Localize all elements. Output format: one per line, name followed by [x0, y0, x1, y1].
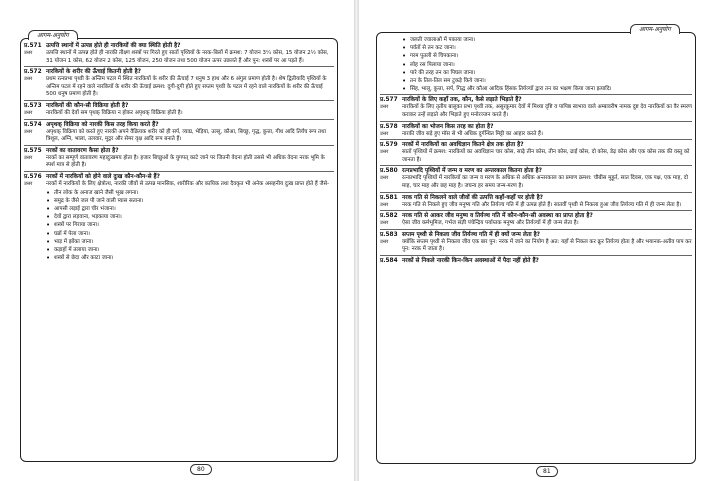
question-number: प्र.575 [24, 147, 42, 154]
suffering-list [24, 189, 334, 263]
question [380, 212, 692, 220]
answer [24, 50, 334, 65]
question-number: प्र.577 [380, 97, 398, 104]
divider [24, 145, 334, 146]
list-item: • तन के तिल-तिल सम टुकड़े किये जाना। [410, 77, 692, 85]
list-item: • शस्त्रों से छेदा और काटा जाना। [54, 254, 334, 262]
answer-label: उत्तर [380, 130, 389, 137]
question-text: नरकों में नारकियों का अवधिज्ञान कितने क्षेत्र तक होता है? [402, 142, 524, 149]
answer-label: उत्तर [380, 149, 389, 156]
question [380, 194, 692, 202]
answer-label: उत्तर [24, 109, 33, 116]
question [380, 257, 692, 265]
divider [24, 66, 334, 67]
question-text: नारकियों के लिए कहाँ तक, कौन, कैसे लड़ाते भिड़ाते हैं? [402, 97, 522, 104]
answer-text: सातों पृथ्वियों में क्रमश: नारकियों का अवधिज्ञान चार कोस, साढ़े तीन कोस, तीन कोस, ढाई कोस, दो कोस, डेढ़ कोस और एक कोस तक की वस्तु को जानता है। [402, 149, 690, 163]
answer [380, 149, 692, 164]
divider [380, 210, 692, 211]
list-item: • पर्वतों से तन कट जाना। [410, 44, 692, 52]
question [24, 147, 334, 155]
question [380, 123, 692, 131]
divider [380, 255, 692, 256]
answer [380, 220, 692, 228]
answer-text: नारकियों के लिए तृतीय बालुका प्रभा पृथ्वी तक, असुरकुमार देवों में मिथ्या दृष्टि व पापिष्ठ स्वभाव वाले अम्बावरीष नामक दुष्ट देव नारकियों का वैर स्मरण कराकर उन्हें लड़ाते और भिड़ाते हुए मनोरञ्जन करते हैं। [402, 104, 692, 119]
answer-text: नारकी जीव सड़े हुए मॉस से भी अधिक दुर्गन्धित मिट्टी का आहार करते हैं। [402, 130, 543, 137]
answer [380, 131, 692, 139]
answer-label: उत्तर [24, 50, 33, 56]
answer-text: नरकों का सम्पूर्ण वातावरण महादुःखमय होता है। हजार बिच्छुओं के युगपत् काटे जाने पर जितनी वेदना होती उससे भी अधिक वेदना नरक भूमि के स्पर्श मात्र से होती है। [46, 154, 325, 169]
list-item: • तीन लोक के अनाज खाने जैसी भूख लगना। [54, 189, 334, 197]
left-header-tab: आगम-अनुयोग [28, 30, 78, 40]
question-number: प्र.573 [24, 102, 42, 109]
question-text: नरकों का वातावरण कैसा होता है? [46, 147, 119, 154]
list-item: • समुद्र के जैसे जल पी जाने वाली प्यास सताना। [54, 197, 334, 205]
question-text: नारकियों का भोजन किस तरह का होता है? [402, 123, 494, 130]
question-number: प्र.584 [380, 257, 398, 264]
answer [380, 202, 692, 210]
question-text: अपृथक् विक्रिया को नारकी किस तरह किया करते हैं? [46, 121, 159, 128]
question [380, 231, 692, 239]
question-text: रत्नप्रभादि पृथ्वियों में जन्म व मरण का अन्तरकाल कितना होता है? [402, 168, 542, 175]
left-page [0, 0, 354, 481]
answer-label: उत्तर [24, 180, 33, 187]
answer-label: उत्तर [380, 220, 389, 227]
question-number: प्र.572 [24, 69, 42, 76]
question-number: प्र.581 [380, 194, 398, 201]
answer-text: उत्पत्ति स्थानों में उत्पन्न होते ही नारकी तीक्ष्ण शस्त्रों पर गिरते हुए सातों पृथ्वियों के नरक-बिलों में क्रमश: 7 योजन 3¼ कोस, 15 योजन 2½ कोस, 31 योजन 1 कोस, 62 योजन 2 कोस, 125 योजन, 250 योजन तथा 500 योजन ऊपर उछलते हैं और पुन: शस्त्रों पर आ पड़ते हैं। [46, 50, 329, 64]
page-number: 81 [536, 466, 558, 477]
answer-text: क्योंकि सप्तम पृथ्वी से निकला जीव एक बार पुन: नरक में जाने का नियोग है अत: यहाँ से निकल कर क्रूर तिर्यञ्च होता है और भयानक-अतीव पाप कर पुन: नरक में जाता है। [402, 238, 692, 253]
page-number: 80 [190, 464, 212, 475]
answer [24, 155, 334, 170]
divider [380, 229, 692, 230]
divider [24, 171, 334, 172]
divider [380, 121, 692, 122]
divider [380, 139, 692, 140]
answer [24, 110, 334, 118]
question-text: नरकों से निकले नारकी किन-किन अवस्थाओं में पैदा नहीं होते हैं? [402, 257, 539, 264]
question [24, 68, 334, 76]
list-item: • पारे की तरह तन का पिघल जाना। [410, 69, 692, 77]
question [24, 42, 334, 50]
answer-label: उत्तर [380, 238, 389, 245]
left-page-content [24, 42, 334, 262]
list-item: • गरम पुतली से चिपकाना। [410, 52, 692, 60]
answer-text: रत्नप्रभादि पृथ्वियों में नारकियों का जन्म व मरण के अधिक से अधिक अन्तरकाल का प्रमाण क्रमश: चौबीस मुहूर्त, सात दिवस, एक पक्ष, एक माह, दो माह, चार माह और छह माह है। जघन्य हर समय जन्म-मरण है। [402, 175, 689, 189]
divider [380, 192, 692, 193]
question-number: प्र.576 [24, 173, 42, 180]
answer-label: उत्तर [24, 76, 33, 83]
answer-text: नरकों में नारकियों के लिए क्षेत्रोत्थ, नारकी जीवों से उत्पन्न मानसिक, शारीरिक और कायिक तथा दैवकृत भी अनेक असहनीय दुःख प्राप्त होते हैं जैसे- [46, 180, 330, 187]
question-text: नरकों में नारकियों को होने वाले दुःख कौन-कौन-से हैं? [46, 173, 160, 180]
list-item: • भाड़ में झोंका जाना। [54, 238, 334, 246]
answer-text: नरक गति से निकले हुए जीव मनुष्य गति और तिर्यञ्च गति में ही उत्पन्न होते हैं। सातवीं पृथ्वी से निकला हुआ जीव तिर्यञ्च गति में ही जन्म लेता है। [402, 201, 682, 208]
question-number: प्र.571 [24, 43, 42, 49]
answer [380, 104, 692, 119]
answer-text: नारकियों की देवों सम पृथक् विक्रिया न होकर अपृथक् विक्रिया होती है। [46, 109, 183, 116]
suffering-list-continued [380, 36, 692, 93]
answer-text: प्रथम रत्नप्रभा पृथ्वी के अन्तिम पटल में स्थित नारकियों के शरीर की ऊँचाई 7 धनुष 3 हाथ और 6 अंगुल प्रमाण होती है। शेष द्वितीयादि पृथ्वियों के अन्तिम पटल में रहने वाले नारकियों के शरीर की ऊँचाई क्रमश: दुगी-दुगी होते हुए सप्तम पृथ्वी के पटल में रहने वाले नारकियों के शरीर की ऊँचाई 500 धनुष प्रमाण होती है। [46, 76, 327, 98]
answer-text: ऐसा जीव कर्मभूमिज, गर्भज संज्ञी पंचेन्द्रिय पर्याप्तक मनुष्य और तिर्यञ्चों में ही जन्म लेता है। [402, 220, 579, 227]
list-item: • कड़ाहों में तलाया जाना। [54, 246, 334, 254]
question-number: प्र.578 [380, 123, 398, 130]
answer [380, 175, 692, 190]
question-number: प्र.574 [24, 121, 42, 128]
question-number: प्र.580 [380, 168, 398, 175]
question-text: उत्पत्ति स्थानों में उत्पन्न होते ही नारकियों की क्या स्थिति होती है? [46, 43, 181, 49]
question [24, 173, 334, 181]
question-text: नरक गति से आकर जीव मनुष्य व तिर्यञ्च गति में कौन-कौन-सी अवस्था का प्राप्त होता है? [402, 213, 593, 220]
list-item: • आपसी लड़ाई द्वारा चीर भंजाना। [54, 205, 334, 213]
list-item: • शस्त्रों पर गिराया जाना। [54, 221, 334, 229]
answer [24, 129, 334, 144]
divider [380, 94, 692, 95]
divider [24, 100, 334, 101]
question-text: नरक गति से निकलने वाले जीवों की उत्पत्ति कहाँ-कहाँ पर होती है? [402, 194, 544, 201]
question [380, 141, 692, 149]
question [24, 121, 334, 129]
question-number: प्र.579 [380, 142, 398, 149]
divider [380, 165, 692, 166]
right-page-content [380, 36, 692, 265]
list-item: • सिंह, भालू, कुत्ता, सर्प, गिद्ध और कौआ आदिक हिंसक तिर्यञ्चों द्वारा तन का भक्षण किया जाना इत्यादि। [410, 85, 692, 93]
list-item: • देवों द्वारा लड़वाना, भड़काया जाना। [54, 213, 334, 221]
question-text: सप्तम पृथ्वी से निकला जीव तिर्यञ्च गति में ही क्यों जन्म लेता है? [402, 231, 541, 238]
question-text: नारकियों के शरीर की ऊँचाई कितनी होती है? [46, 69, 142, 76]
right-header-tab: आगम-अनुयोग [630, 24, 680, 34]
answer-label: उत्तर [24, 128, 33, 135]
question-number: प्र.582 [380, 213, 398, 220]
answer-text: अपृथक् विक्रिया को करते हुए नारकी अपने वैक्रियक शरीर को ही सर्प, व्याघ्र, भेड़िया, उल्लू, कौआ, बिच्छू, गृद्ध, कुत्ता, गीध आदि तिर्यंच रूप तथा त्रिशूल, अग्नि, भाला, तलवार, मुद्गर और सेमर वृक्ष आदि रूप बनाते हैं। [46, 128, 326, 143]
list-item: • जलती ज्वालाओं में पकाया जाना। [410, 36, 692, 44]
answer [24, 76, 334, 99]
question-text: नारकियों की कौन-सी विक्रिया होती है? [46, 102, 129, 109]
question-number: प्र.583 [380, 231, 398, 238]
answer [380, 239, 692, 254]
answer-label: उत्तर [380, 201, 389, 208]
list-item: • घन्नों में पेला जाना। [54, 230, 334, 238]
answer-label: उत्तर [380, 175, 389, 182]
answer-label: उत्तर [24, 154, 33, 161]
answer-label: उत्तर [380, 104, 389, 111]
divider [24, 119, 334, 120]
answer [24, 181, 334, 189]
question [24, 102, 334, 110]
list-item: • लोह रस पिलाया जाना। [410, 61, 692, 69]
